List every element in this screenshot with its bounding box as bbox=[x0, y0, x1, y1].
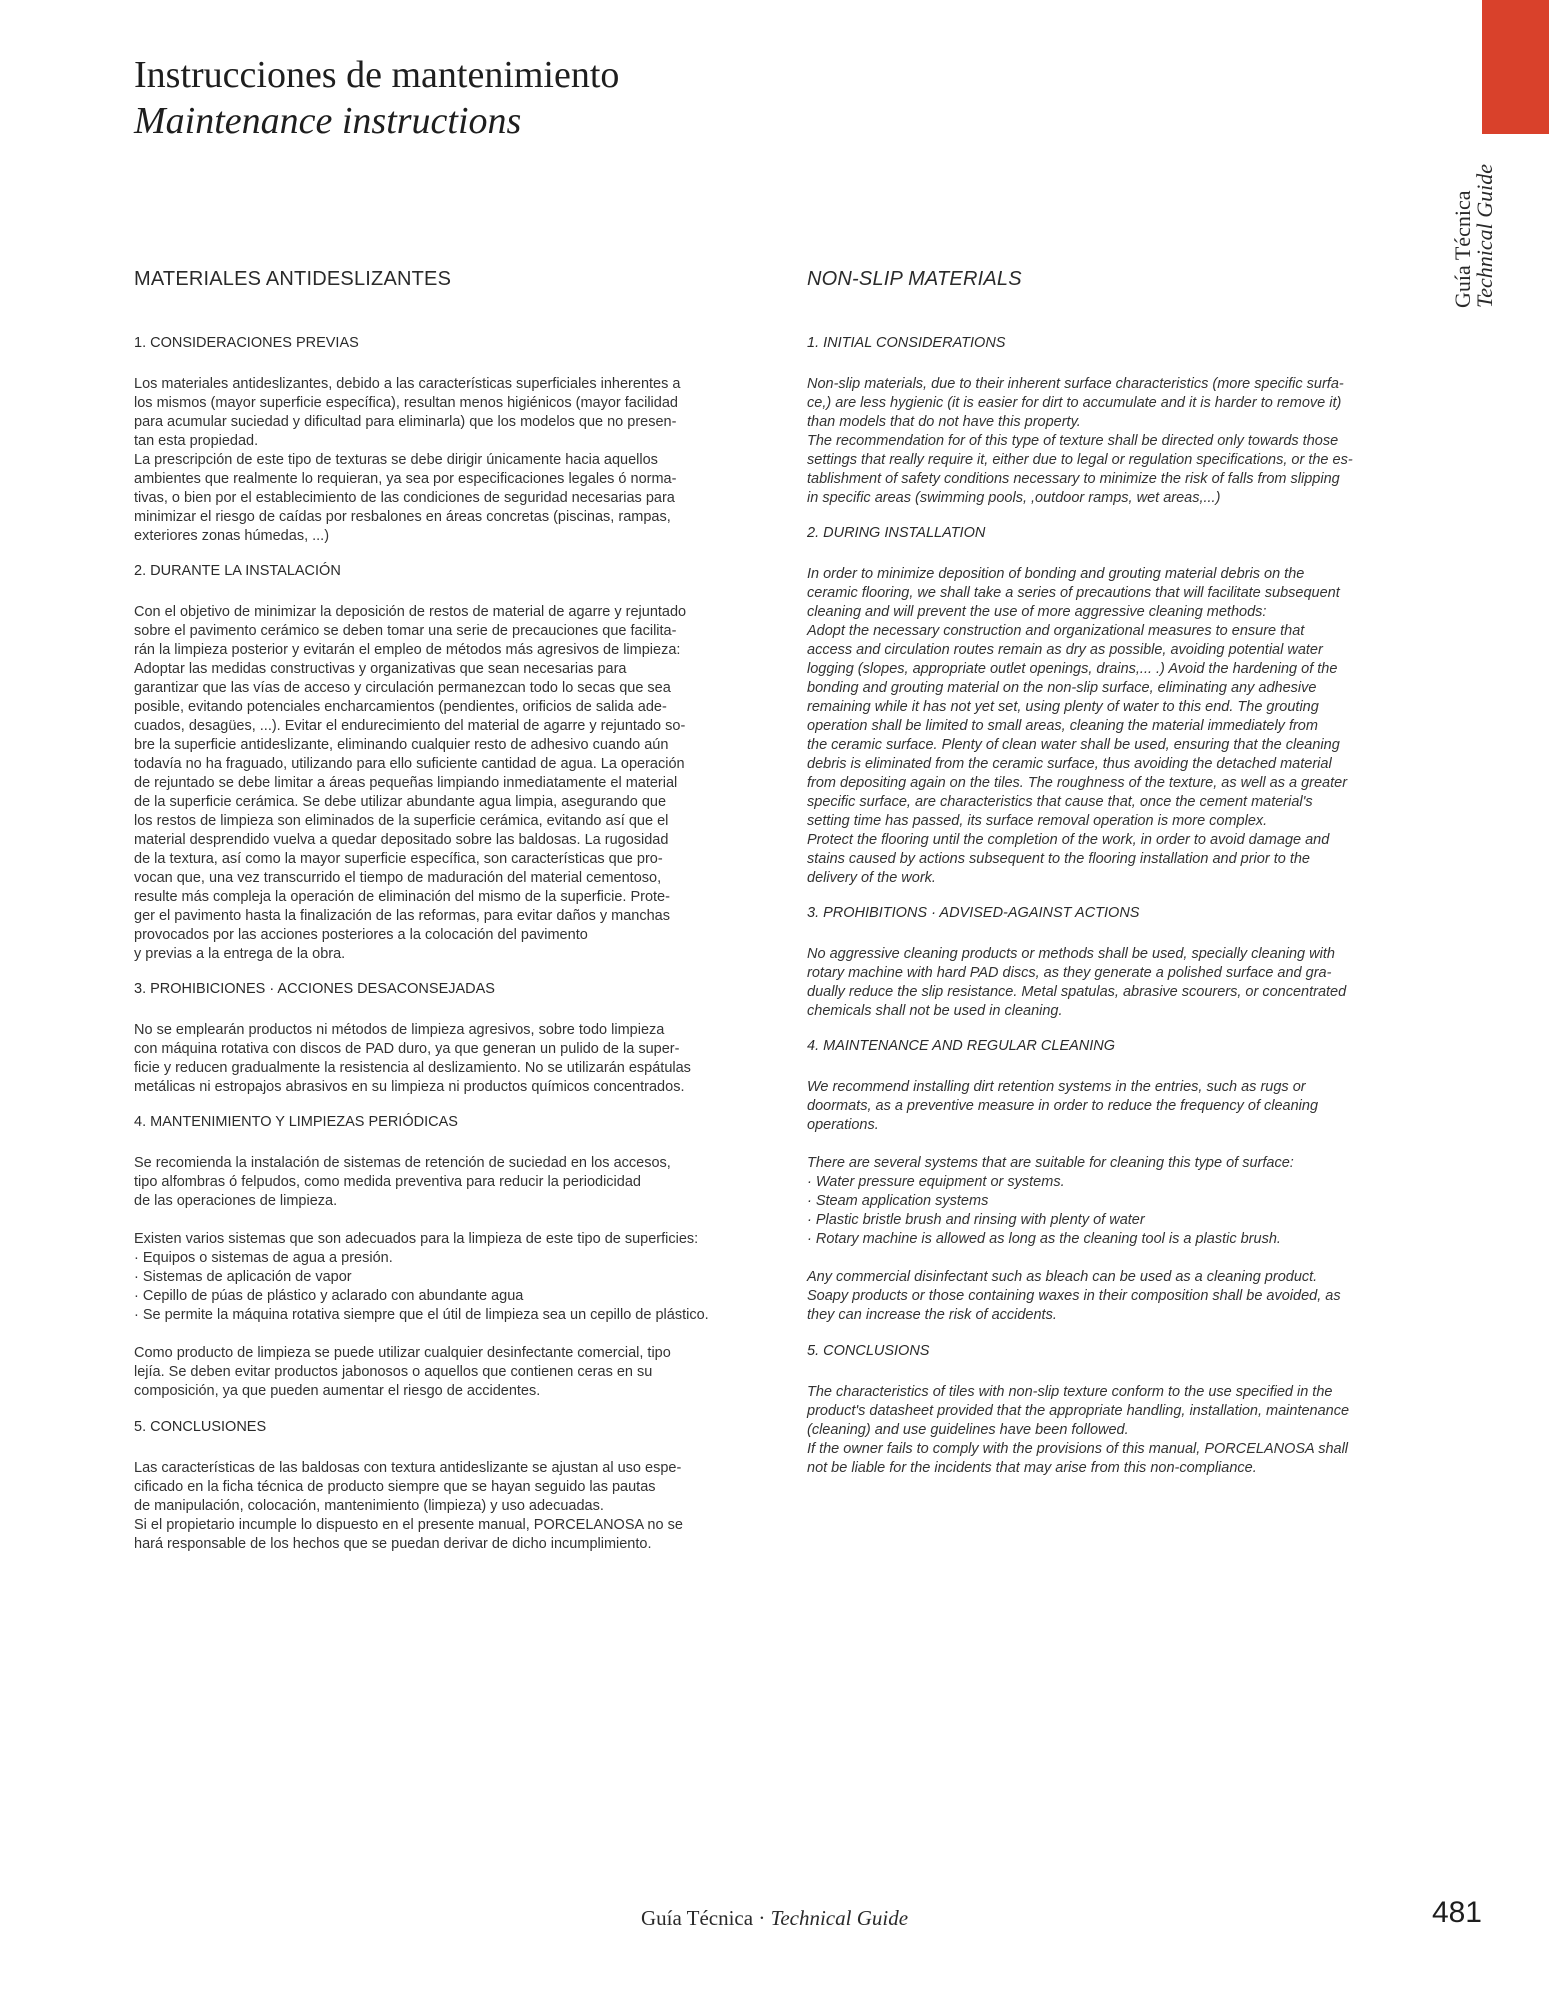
es-paragraph: Las características de las baldosas con textura antideslizante se ajustan al uso espe- cificado en la ficha técnica de producto siempre que se hayan seguido las pautas de manipulación, colocación, mantenimiento (limpieza) y uso adecuadas. Si el propietario incumple lo dispuesto en el presente manual, PORCELANOSA no se hará responsable de los hechos que se puedan derivar de dicho incumplimiento. bbox=[134, 1460, 683, 1552]
en-paragraph: We recommend installing dirt retention systems in the entries, such as rugs or doormats, as a preventive measure in order to reduce the frequency of cleaning operations. bbox=[807, 1079, 1319, 1133]
en-section-2 bbox=[807, 524, 1419, 888]
es-section-title: 1. CONSIDERACIONES PREVIAS bbox=[134, 335, 359, 351]
spanish-heading: MATERIALES ANTIDESLIZANTES bbox=[134, 268, 452, 290]
es-section-title: 4. MANTENIMIENTO Y LIMPIEZAS PERIÓDICAS bbox=[134, 1114, 458, 1130]
english-heading: NON-SLIP MATERIALS bbox=[807, 268, 1022, 290]
footer-separator: · bbox=[753, 1906, 771, 1930]
en-section-title: 3. PROHIBITIONS · ADVISED-AGAINST ACTIONS bbox=[807, 905, 1140, 921]
page-footer bbox=[0, 1906, 1549, 1931]
side-label-es: Guía Técnica bbox=[1450, 190, 1475, 308]
en-section-4 bbox=[807, 1037, 1419, 1325]
en-section-title: 5. CONCLUSIONS bbox=[807, 1343, 930, 1359]
en-paragraph: No aggressive cleaning products or methods shall be used, specially cleaning with rotary machine with hard PAD discs, as they generate a polished surface and gra- dually reduce the slip resistance. Metal spatulas, abrasive scourers, or concentrated chemicals shall not be used in cleaning. bbox=[807, 946, 1347, 1019]
en-paragraph: The characteristics of tiles with non-slip texture conform to the use specified in the product's datasheet provided that the appropriate handling, installation, maintenance (cleaning) and use guidelines have been followed. If the owner fails to comply with the provisions of this manual, PORCELANOSA shall not be liable for the incidents that may arise from this non-compliance. bbox=[807, 1384, 1350, 1476]
es-section-2 bbox=[134, 562, 746, 964]
section-tab-marker bbox=[1482, 0, 1549, 134]
side-label-en: Technical Guide bbox=[1472, 164, 1497, 308]
es-section-1 bbox=[134, 334, 746, 546]
es-paragraph: Existen varios sistemas que son adecuados para la limpieza de este tipo de superficies: · Equipos o sistemas de agua a presión. · Sistemas de aplicación de vapor · Cepillo de púas de plástico y aclarado con abundante agua · Se permite la máquina rotativa siempre que el útil de limpieza sea un cepillo de plástico. bbox=[134, 1231, 709, 1323]
page-number: 481 bbox=[1431, 1896, 1482, 1929]
es-paragraph: No se emplearán productos ni métodos de limpieza agresivos, sobre todo limpieza con máquina rotativa con discos de PAD duro, ya que generan un pulido de la super- ficie y reducen gradualmente la resistencia al deslizamiento. No se utilizarán espátulas metálicas ni estropajos abrasivos en su limpieza ni productos químicos concentrados. bbox=[134, 1022, 691, 1095]
es-section-title: 3. PROHIBICIONES · ACCIONES DESACONSEJADAS bbox=[134, 981, 495, 997]
en-section-1 bbox=[807, 334, 1419, 508]
page-subtitle: Maintenance instructions bbox=[134, 100, 522, 142]
en-section-5 bbox=[807, 1342, 1419, 1478]
es-paragraph: Como producto de limpieza se puede utilizar cualquier desinfectante comercial, tipo lejía. Se deben evitar productos jabonosos o aquellos que contienen ceras en su composición, ya que pueden aumentar el riesgo de accidentes. bbox=[134, 1345, 671, 1399]
es-section-3 bbox=[134, 980, 746, 1097]
en-paragraph: Any commercial disinfectant such as bleach can be used as a cleaning product. Soapy products or those containing waxes in their composition shall be avoided, as they can increase the risk of accidents. bbox=[807, 1269, 1341, 1323]
es-section-title: 5. CONCLUSIONES bbox=[134, 1419, 267, 1435]
en-section-3 bbox=[807, 904, 1419, 1021]
es-section-title: 2. DURANTE LA INSTALACIÓN bbox=[134, 563, 341, 579]
side-guide-label bbox=[1452, 148, 1549, 308]
es-paragraph: Los materiales antideslizantes, debido a las características superficiales inherentes a los mismos (mayor superficie específica), resultan menos higiénicos (mayor facilidad para acumular suciedad y dificultad para eliminarla) que los modelos que no presen- tan esta propiedad. La prescripción de este tipo de texturas se debe dirigir únicamente hacia aquellos ambientes que realmente lo requieran, ya sea por especificaciones legales ó norma- tivas, o bien por el establecimiento de las condiciones de seguridad necesarias para minimizar el riesgo de caídas por resbalones en áreas concretas (piscinas, rampas, exteriores zonas húmedas, ...) bbox=[134, 376, 681, 544]
en-section-title: 2. DURING INSTALLATION bbox=[807, 525, 986, 541]
en-paragraph: There are several systems that are suitable for cleaning this type of surface: · Water pressure equipment or systems. · Steam application systems · Plastic bristle brush and rinsing with plenty of water · Rotary machine is allowed as long as the cleaning tool is a plastic brush. bbox=[807, 1155, 1294, 1247]
en-paragraph: Non-slip materials, due to their inherent surface characteristics (more specific surfa- ce,) are less hygienic (it is easier for dirt to accumulate and it is harder to remove it) than models that do not have this property. The recommendation for of this type of texture shall be directed only towards those settings that really require it, either due to legal or regulation specifications, or the es- tablishment of safety conditions necessary to minimize the risk of falls from slipping in specific areas (swimming pools, ,outdoor ramps, wet areas,...) bbox=[807, 376, 1353, 506]
en-section-title: 4. MAINTENANCE AND REGULAR CLEANING bbox=[807, 1038, 1116, 1054]
es-paragraph: Con el objetivo de minimizar la deposición de restos de material de agarre y rejuntado sobre el pavimento cerámico se deben tomar una serie de precauciones que facilita- rán la limpieza posterior y evitarán el empleo de métodos más agresivos de limpieza: Adoptar las medidas constructivas y organizativas que sean necesarias para garantizar que las vías de acceso y circulación permanezcan todo lo secas que sea posible, evitando potenciales encharcamientos (pendientes, orificios de salida ade- cuados, desagües, ...). Evitar el endurecimiento del material de agarre y rejuntado so- bre la superficie antideslizante, eliminando cualquier resto de adhesivo cuando aún todavía no ha fraguado, utilizando para ello suficiente cantidad de agua. La operación de rejuntado se debe limitar a áreas pequeñas limpiando inmediatamente el material de la superficie cerámica. Se debe utilizar abundante agua limpia, asegurando que los restos de limpieza son eliminados de la superficie cerámica, evitando así que el material desprendido vuelva a quedar depositado sobre las baldosas. La rugosidad de la textura, así como la mayor superficie específica, son características que pro- vocan que, una vez transcurrido el tiempo de maduración del material cementoso, resulte más compleja la operación de eliminación del mismo de la superficie. Prote- ger el pavimento hasta la finalización de las reformas, para evitar daños y manchas provocados por las acciones posteriores a la colocación del pavimento y previas a la entrega de la obra. bbox=[134, 604, 687, 962]
footer-es: Guía Técnica bbox=[640, 1906, 754, 1930]
footer-en: Technical Guide bbox=[770, 1906, 909, 1930]
page-title: Instrucciones de mantenimiento bbox=[134, 54, 620, 96]
en-paragraph: In order to minimize deposition of bonding and grouting material debris on the ceramic flooring, we shall take a series of precautions that will facilitate subsequent cleaning and will prevent the use of more aggressive cleaning methods: Adopt the necessary construction and organizational measures to ensure that access and circulation routes remain as dry as possible, avoiding potential water logging (slopes, appropriate outlet openings, drains,... .) Avoid the hardening of the bonding and grouting material on the non-slip surface, eliminating any adhesive remaining while it has not yet set, using plenty of water to this end. The grouting operation shall be limited to small areas, cleaning the material immediately from the ceramic surface. Plenty of clean water shall be used, ensuring that the cleaning debris is eliminated from the ceramic surface, thus avoiding the detached material from depositing again on the tiles. The roughness of the texture, as well as a greater specific surface, are characteristics that cause that, once the cement material's setting time has passed, its surface removal operation is more complex. Protect the flooring until the completion of the work, in order to avoid damage and stains caused by actions subsequent to the flooring installation and prior to the delivery of the work. bbox=[807, 566, 1348, 886]
es-paragraph: Se recomienda la instalación de sistemas de retención de suciedad en los accesos, tipo alfombras ó felpudos, como medida preventiva para reducir la periodicidad de las operaciones de limpieza. bbox=[134, 1155, 671, 1209]
es-section-4 bbox=[134, 1113, 746, 1401]
en-section-title: 1. INITIAL CONSIDERATIONS bbox=[807, 335, 1006, 351]
es-section-5 bbox=[134, 1418, 746, 1554]
